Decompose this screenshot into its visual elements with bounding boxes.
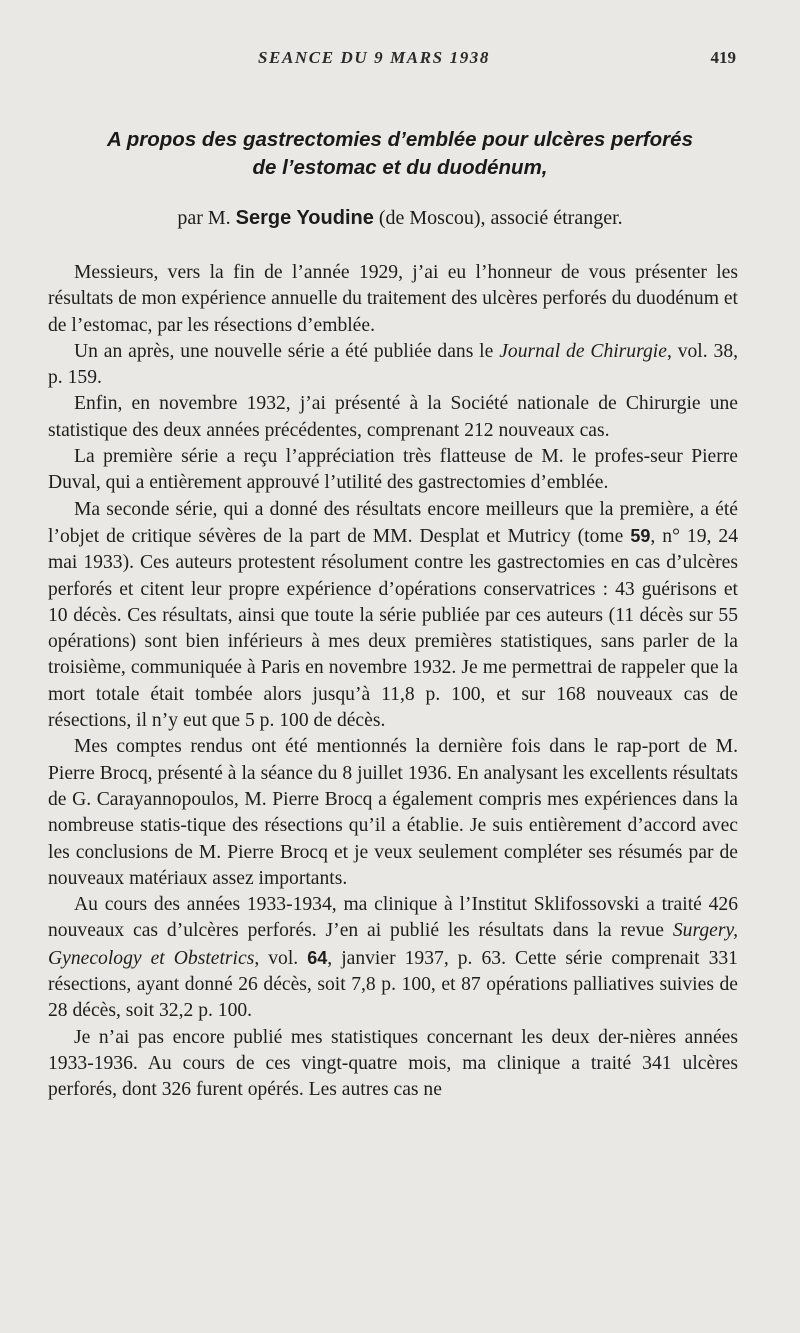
- paragraph-4: La première série a reçu l’appréciation très flatteuse de M. le profes-seur Pierre Duval, qui a entièrement approuvé l’utilité des gastrectomies d’emblée.: [48, 446, 738, 494]
- article-title: [60, 126, 740, 182]
- tome-number: 59: [630, 525, 651, 546]
- paragraph-2-text-b: , vol. 38, p. 159.: [48, 340, 739, 389]
- paragraph-6: Mes comptes rendus ont été mentionnés la dernière fois dans le rap-port de M. Pierre Brocq, présenté à la séance du 8 juillet 1936. En analysant les excellents résultats de G. Carayannopoulos, M. Pierre Brocq a également compris mes expériences dans la nombreuse statis-tique des résections qu’il a établie. Je suis entièrement d’accord avec les conclusions de M. Pierre Brocq et je veux seulement compléter ses résumés par de nouveaux matériaux assez importants.: [48, 736, 738, 889]
- paragraph-7-text-a: Au cours des années 1933-1934, ma clinique à l’Institut Sklifossovski a traité 426 nouveaux cas d’ulcères perforés. J’en ai publié les résultats dans la revue: [48, 894, 738, 942]
- paragraph-7-text-c: , janvier 1937, p. 63. Cette série comprenait 331 résections, ayant donné 26 décès, soit 7,8 p. 100, et 87 opérations palliatives suivies de 28 décès, soit 32,2 p. 100.: [48, 947, 738, 1022]
- paragraph-3: Enfin, en novembre 1932, j’ai présenté à la Société nationale de Chirurgie une statistique des deux années précédentes, comprenant 212 nouveaux cas.: [48, 393, 738, 441]
- paragraph-5-text-a: Ma seconde série, qui a donné des résultats encore meilleurs que la première, a été l’objet de critique sévères de la part de MM. Desplat et Mutricy (tome: [48, 498, 738, 547]
- journal-title-reference: Journal de Chirurgie: [499, 340, 667, 362]
- paragraph-5: [48, 497, 738, 735]
- byline: [40, 205, 760, 231]
- article-title-line-2: de l’estomac et du duodénum,: [252, 156, 548, 179]
- byline-author: Serge Youdine: [235, 207, 374, 229]
- paragraph-7-text-b: , vol.: [254, 947, 308, 969]
- paragraph-2: [48, 339, 738, 392]
- paragraph-8: Je n’ai pas encore publié mes statistiques concernant les deux der-nières années 1933-1936. Au cours de ces vingt-quatre mois, ma clinique a traité 341 ulcères perforés, dont 326 furent opérés. Les autres cas ne: [48, 1026, 738, 1101]
- paragraph-1: Messieurs, vers la fin de l’année 1929, j’ai eu l’honneur de vous présenter les résultats de mon expérience annuelle du traitement des ulcères perforés du duodénum et de l’estomac, par les résections d’emblée.: [48, 262, 738, 336]
- byline-suffix: (de Moscou), associé étranger.: [373, 207, 623, 229]
- page-number: 419: [710, 48, 736, 67]
- article-title-line-1: A propos des gastrectomies d’emblée pour ulcères perforés: [107, 128, 693, 151]
- article-body: [48, 260, 738, 1104]
- journal-name-reference: Surgery, Gynecology et Obstetrics: [48, 920, 738, 969]
- volume-number: 64: [307, 947, 328, 968]
- running-title: SEANCE DU 9 MARS 1938: [258, 48, 490, 67]
- byline-prefix: par M.: [177, 207, 236, 229]
- paragraph-7: [48, 892, 738, 1024]
- running-head: [0, 48, 800, 74]
- paragraph-2-text-a: Un an après, une nouvelle série a été publiée dans le: [74, 340, 500, 362]
- paragraph-5-text-b: , n° 19, 24 mai 1933). Ces auteurs protestent résolument contre les gastrectomies en cas d’ulcères perforés et citent leur propre expérience d’opérations conservatrices : 43 guérisons et 10 décès. Ces résultats, ainsi que toute la série publiée par ces auteurs (11 décès sur 55 opérations) sont bien inférieurs à mes deux premières statistiques, sans parler de la troisième, communiquée à Paris en novembre 1932. Je me permettrai de rappeler que la mort totale était tombée alors jusqu’à 11,8 p. 100, et sur 168 nouveaux cas de résections, il n’y eut que 5 p. 100 de décès.: [48, 525, 739, 732]
